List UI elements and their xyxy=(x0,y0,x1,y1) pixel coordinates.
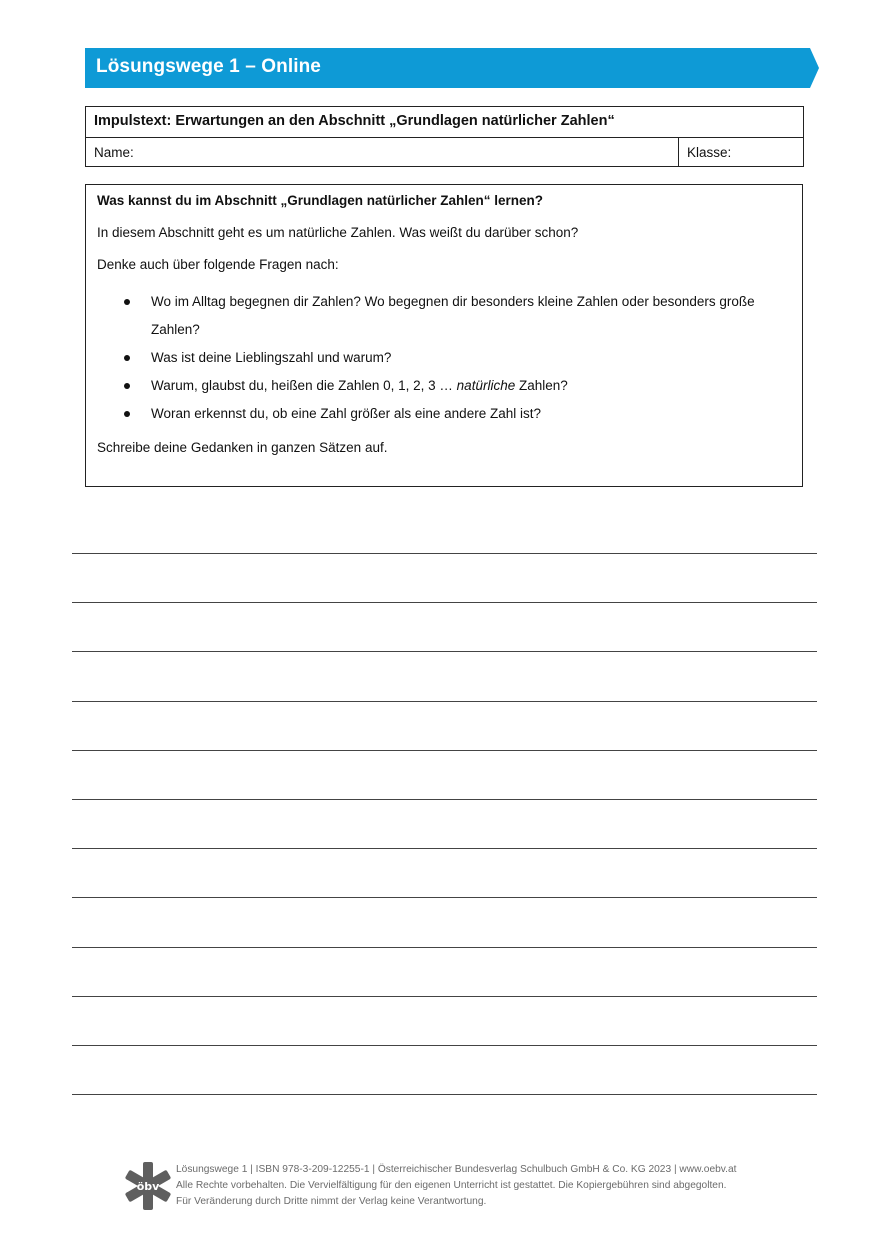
writing-line[interactable] xyxy=(72,602,817,603)
writing-line[interactable] xyxy=(72,947,817,948)
question-text-before: Warum, glaubst du, heißen die Zahlen 0, 1, 2, 3 … xyxy=(151,378,457,393)
writing-line[interactable] xyxy=(72,1094,817,1095)
question-text: Wo im Alltag begegnen dir Zahlen? Wo begegnen dir besonders kleine Zahlen oder besonders große Zahlen? xyxy=(151,294,755,337)
worksheet-title: Impulstext: Erwartungen an den Abschnitt „Grundlagen natürlicher Zahlen“ xyxy=(86,107,803,138)
question-text-emphasis: natürliche xyxy=(456,378,516,393)
writing-line[interactable] xyxy=(72,799,817,800)
list-item xyxy=(122,400,782,428)
writing-line[interactable] xyxy=(72,897,817,898)
bullet-icon xyxy=(124,299,130,305)
publisher-logo xyxy=(125,1162,171,1210)
writing-line[interactable] xyxy=(72,701,817,702)
title-banner xyxy=(85,48,819,88)
task-box xyxy=(85,184,803,487)
logo-text: öbv xyxy=(136,1180,160,1193)
page-title: Lösungswege 1 – Online xyxy=(96,56,321,77)
writing-line[interactable] xyxy=(72,651,817,652)
question-text: Was ist deine Lieblingszahl und warum? xyxy=(151,350,392,365)
question-text-after: Zahlen? xyxy=(515,378,568,393)
bullet-icon xyxy=(124,355,130,361)
writing-line[interactable] xyxy=(72,996,817,997)
header-table xyxy=(85,106,804,167)
list-item xyxy=(122,344,782,372)
class-field[interactable]: Klasse: xyxy=(687,145,732,160)
question-text: Woran erkennst du, ob eine Zahl größer als eine andere Zahl ist? xyxy=(151,406,541,421)
bullet-icon xyxy=(124,383,130,389)
list-item xyxy=(122,288,782,344)
writing-line[interactable] xyxy=(72,1045,817,1046)
writing-line[interactable] xyxy=(72,848,817,849)
task-heading: Was kannst du im Abschnitt „Grundlagen natürlicher Zahlen“ lernen? xyxy=(97,193,544,208)
footer-text xyxy=(176,1162,736,1210)
name-field[interactable]: Name: xyxy=(86,138,679,167)
task-intro: In diesem Abschnitt geht es um natürliche Zahlen. Was weißt du darüber schon? xyxy=(97,225,579,240)
footer-line-1: Lösungswege 1 | ISBN 978-3-209-12255-1 | Österreichischer Bundesverlag Schulbuch GmbH & Co. KG 2023 | www.oebv.at xyxy=(176,1164,737,1175)
task-outro: Schreibe deine Gedanken in ganzen Sätzen auf. xyxy=(97,440,388,455)
writing-line[interactable] xyxy=(72,750,817,751)
bullet-icon xyxy=(124,411,130,417)
footer-line-3: Für Veränderung durch Dritte nimmt der Verlag keine Verantwortung. xyxy=(176,1196,487,1207)
footer xyxy=(125,1162,825,1212)
footer-line-2: Alle Rechte vorbehalten. Die Vervielfältigung für den eigenen Unterricht ist gestattet. Die Kopiergebühren sind abgegolten. xyxy=(176,1180,727,1191)
task-prompt: Denke auch über folgende Fragen nach: xyxy=(97,257,339,272)
writing-line[interactable] xyxy=(72,553,817,554)
question-list xyxy=(122,288,782,428)
header-fields-row xyxy=(86,138,803,167)
list-item xyxy=(122,372,782,400)
